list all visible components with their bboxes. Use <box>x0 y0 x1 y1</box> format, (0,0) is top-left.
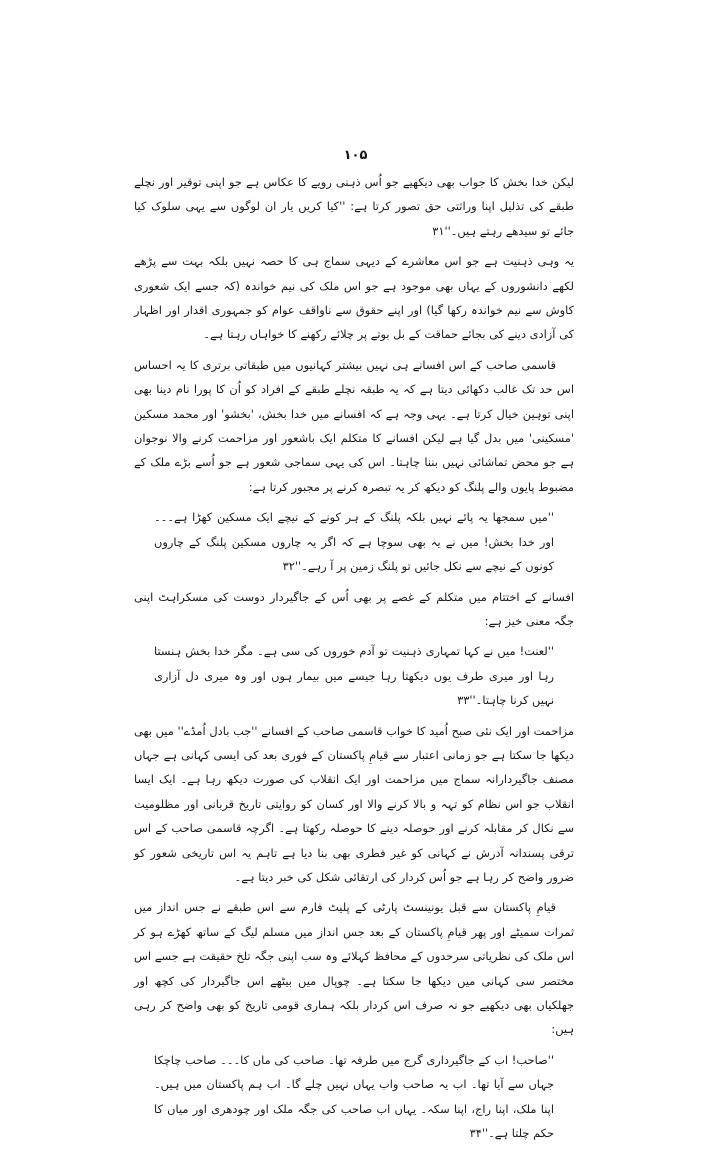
paragraph: افسانے کے اختتام میں متکلم کے غصے پر بھی اُس کے جاگیردار دوست کی مسکراہٹ اپنی جگہ معنی خیز ہے: <box>134 589 574 628</box>
block-quote: ''صاحب! اب کے جاگیرداری گرج میں طرفہ تھا۔ صاحب کی ماں کا۔۔۔ صاحب چاچکا جہاں سے آیا تھا۔ اب یہ صاحب واب یہاں نہیں چلے گا۔ اب ہم پاکستان میں ہیں۔ اپنا ملک، اپنا راج، اپنا سکہ۔ یہاں اب صاحب کی جگہ ملک اور چودھری اور میاں کا حکم چلتا ہے۔''۳۴ <box>154 1052 554 1141</box>
page-number: ١٠۵ <box>343 148 368 163</box>
paragraph: یہ وہی ذہنیت ہے جو اس معاشرے کے دیہی سماج ہی کا حصہ نہیں بلکہ بہت سے پڑھے لکھے دانشوروں کے یہاں بھی موجود ہے جو اس ملک کی نیم خواندہ (کہ جسے ایک شعوری کاوش سے نیم خواندہ رکھا گیا) اور اپنے حقوق سے ناواقف عوام کو جمہوری اقدار اور اظہار کی آزادی دینے کی بجائے حماقت کے بل بوتے پر چلائے رکھنے کا خواہاں رہتا ہے۔ <box>134 254 574 342</box>
paragraph: قیامِ پاکستان سے قبل یونینسٹ پارٹی کے پلیٹ فارم سے اس طبقے نے جس انداز میں ثمرات سمیٹے اور پھر قیامِ پاکستان کے بعد جس انداز میں مسلم لیگ کے ساتھ کھڑے ہو کر اس ملک کی نظریاتی سرحدوں کے محافظ کہلائے وہ سب اپنی جگہ تلخ حقیقت ہے جسے اس مختصر سی کہانی میں دیکھا جا سکتا ہے۔ چوپال میں بیٹھے اس جاگیردار کی کچھ اور جھلکیاں بھی دیکھیے جو نہ صرف اس کردار بلکہ ہماری قومی تاریخ کو بھی واضح کر رہی ہیں: <box>134 900 574 1037</box>
block-quote: ''لعنت! میں نے کہا تمہاری ذہنیت تو آدم خوروں کی سی ہے۔ مگر خدا بخش ہنستا رہا اور میری طرف یوں دیکھتا رہا جیسے میں بیمار ہوں اور وہ میری دل آزاری نہیں کرنا چاہتا۔''۳۳ <box>154 644 554 708</box>
body-text <box>134 170 574 1151</box>
paragraph: مزاحمت اور ایک نئی صبح اُمید کا خواب قاسمی صاحب کے افسانے ''جب بادل اُمڈے'' میں بھی دیکھا جا سکتا ہے جو زمانی اعتبار سے قیامِ پاکستان کے فوری بعد کی ایسی کہانی ہے جہاں مصنف جاگیردارانہ سماج میں مزاحمت اور ایک انقلاب کی صورت دیکھ رہا ہے۔ ایک ایسا انقلاب جو اس نظام کو تہہ و بالا کرنے والا اور کسان کو روایتی تاریخ قربانی اور مظلومیت سے نکال کر مقابلہ کرنے اور حوصلہ دینے کا حوصلہ رکھتا ہے۔ اگرچہ قاسمی صاحب کے اس ترقی پسندانہ آدرش نے کہانی کو غیر فطری بھی بنا دیا ہے تاہم یہ اس تاریخی شعور کو ضرور واضح کر رہا ہے جو اُس کردار کی ارتقائی شکل کی خبر دیتا ہے۔ <box>134 723 574 884</box>
paragraph: لیکن خدا بخش کا جواب بھی دیکھیے جو اُس ذہنی رویے کا عکاس ہے جو اپنی توقیر اور نچلے طبقے کی تذلیل اپنا وراثتی حق تصور کرتا ہے: ''کیا کریں یار ان لوگوں سے یہی سلوک کیا جائے تو سیدھے رہتے ہیں۔''۳۱ <box>134 175 574 238</box>
paragraph: قاسمی صاحب کے اس افسانے ہی نہیں بیشتر کہانیوں میں طبقاتی برتری کا یہ احساس اس حد تک غالب دکھائی دیتا ہے کہ یہ طبقہ نچلے طبقے کے افراد کو اُن کا پورا نام دینا بھی اپنی توہین خیال کرتا ہے۔ یہی وجہ ہے کہ افسانے میں خدا بخش، 'بخشو' اور محمد مسکین 'مسکینی' میں بدل گیا ہے لیکن افسانے کا متکلم ایک باشعور اور مزاحمت کرنے والا نوجوان ہے جو محض تماشائی نہیں بننا چاہتا۔ اس کی یہی سماجی شعور ہے جو اُسے بڑے ملک کے مضبوط پایوں والے پلنگ کو دیکھ کر یہ تبصرہ کرنے پر مجبور کرتا ہے: <box>134 357 574 494</box>
block-quote: ''میں سمجھا یہ پائے نہیں بلکہ پلنگ کے ہر کونے کے نیچے ایک مسکین کھڑا ہے۔۔۔ اور خدا بخش! میں نے یہ بھی سوچا ہے کہ اگر یہ چاروں مسکین پلنگ کے چاروں کونوں کے نیچے سے نکل جائیں تو پلنگ زمین پر آ رہے۔''۳۲ <box>154 510 554 574</box>
